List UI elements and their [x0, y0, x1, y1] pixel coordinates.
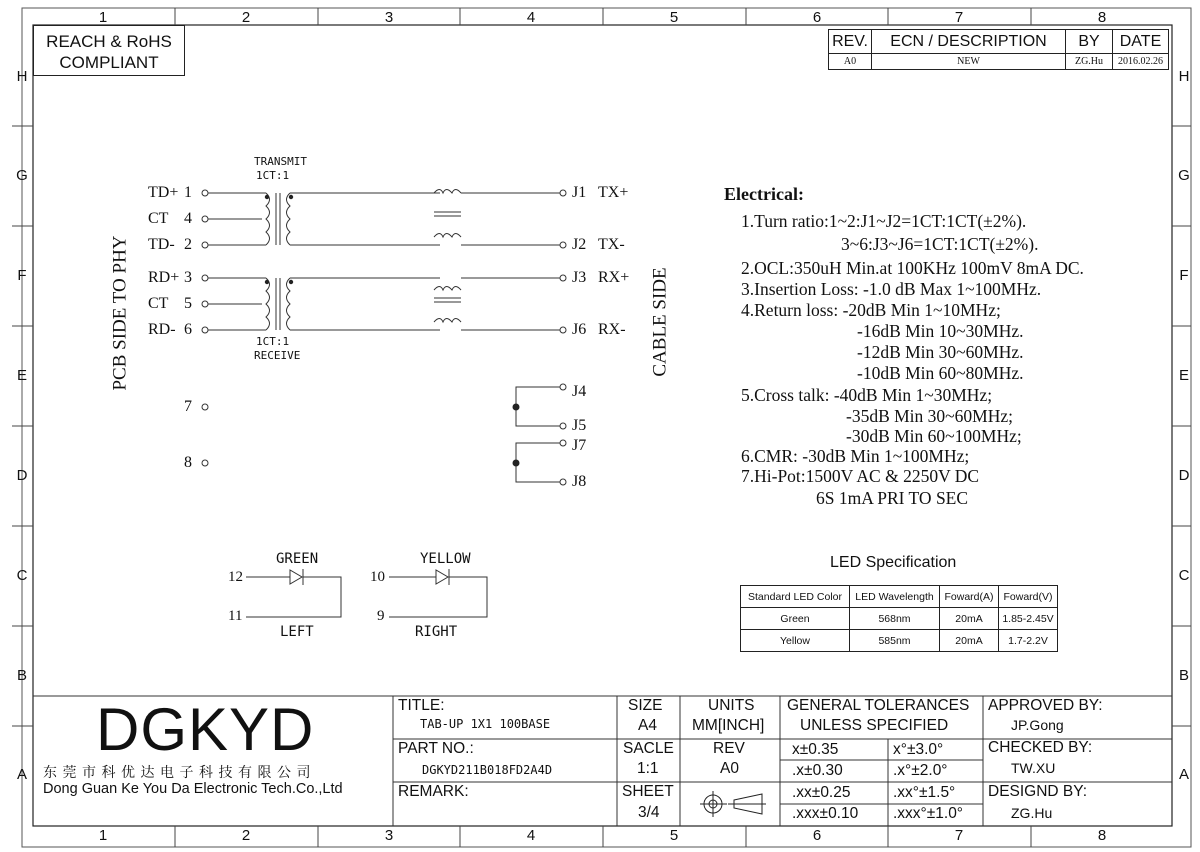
tolerance-value: .x±0.30: [792, 762, 843, 779]
pin-circle: [560, 327, 566, 333]
pin-number: J2: [572, 236, 587, 253]
zone-row-left: E: [16, 367, 27, 384]
pin-number: 1: [184, 184, 192, 201]
electrical-line: -10dB Min 60~80MHz.: [857, 363, 1024, 383]
zone-col-top: 7: [954, 9, 964, 26]
electrical-heading: Electrical:: [724, 184, 804, 204]
zone-col-top: 8: [1097, 9, 1107, 26]
pin-number: 7: [184, 398, 192, 415]
electrical-line: -35dB Min 30~60MHz;: [846, 406, 1013, 426]
receive-label: RECEIVE: [254, 349, 301, 362]
part-label: PART NO.:: [398, 740, 474, 757]
sheet-label: SHEET: [622, 783, 674, 800]
projection-symbol: [700, 791, 766, 817]
pin-circle: [560, 190, 566, 196]
zone-row-right: E: [1178, 367, 1189, 384]
zone-col-top: 2: [241, 9, 251, 26]
scale-value: 1:1: [637, 760, 659, 777]
size-value: A4: [638, 717, 657, 734]
company-name-cn: 东莞市科优达电子科技有限公司: [43, 765, 316, 781]
remark-label: REMARK:: [398, 783, 469, 800]
led-green-pin-b: 11: [228, 608, 243, 624]
led-yellow-color: YELLOW: [420, 551, 471, 567]
pin-name: CT: [148, 295, 169, 312]
pin-circle: [202, 275, 208, 281]
pin-circle: [202, 327, 208, 333]
pin-number: 2: [184, 236, 192, 253]
zone-col-bottom: 7: [954, 827, 964, 844]
led-spec-header: Foward(A): [940, 586, 999, 608]
led-yellow-pin-b: 9: [377, 608, 385, 624]
pin-number: 3: [184, 269, 192, 286]
compliance-line1: REACH & RoHS: [46, 32, 172, 51]
electrical-line: 6.CMR: -30dB Min 1~100MHz;: [741, 446, 970, 466]
pin-name: TX-: [598, 236, 625, 253]
tolerance-value: .xxx±0.10: [792, 805, 859, 822]
rev-value-block: A0: [720, 760, 739, 777]
tolerance-angle: .x°±2.0°: [893, 762, 948, 779]
transmit-ratio: 1CT:1: [256, 169, 290, 182]
ecn-description: NEW: [872, 54, 1066, 70]
electrical-line: 3.Insertion Loss: -1.0 dB Max 1~100MHz.: [741, 279, 1042, 299]
led-left-side: LEFT: [280, 624, 314, 640]
pin-number: J3: [572, 269, 587, 286]
transmit-label: TRANSMIT: [254, 155, 307, 168]
pin-number: 4: [184, 210, 192, 227]
company-logo: DGKYD: [96, 696, 315, 763]
tolerance-subtitle: UNLESS SPECIFIED: [800, 717, 949, 734]
pin-circle: [202, 301, 208, 307]
units-label: UNITS: [708, 697, 755, 714]
led-spec-cell: Green: [741, 608, 850, 630]
electrical-line: 1.Turn ratio:1~2:J1~J2=1CT:1CT(±2%).: [741, 211, 1027, 231]
led-spec-header: Standard LED Color: [741, 586, 850, 608]
receive-ratio: 1CT:1: [256, 335, 290, 348]
electrical-line: 6S 1mA PRI TO SEC: [816, 488, 969, 508]
size-label: SIZE: [628, 697, 663, 714]
led-green-color: GREEN: [276, 551, 319, 567]
rev-value: A0: [829, 54, 872, 70]
title-value: TAB-UP 1X1 100BASE: [420, 717, 551, 731]
led-spec-header: Foward(V): [999, 586, 1058, 608]
zone-col-bottom: 5: [669, 827, 679, 844]
checked-value: TW.XU: [1011, 760, 1056, 776]
pin-circle: [560, 242, 566, 248]
pin-circle: [202, 460, 208, 466]
checked-label: CHECKED BY:: [988, 739, 1093, 756]
compliance-line2: COMPLIANT: [59, 53, 159, 72]
pin-name: TX+: [598, 184, 629, 201]
pin-number: 8: [184, 454, 192, 471]
led-spec-header: LED Wavelength: [850, 586, 940, 608]
zone-row-left: G: [16, 167, 28, 184]
electrical-line: 3~6:J3~J6=1CT:1CT(±2%).: [841, 234, 1039, 254]
zone-row-right: C: [1178, 567, 1190, 584]
approved-label: APPROVED BY:: [988, 697, 1103, 714]
pin-number: 5: [184, 295, 192, 312]
pin-circle: [560, 275, 566, 281]
zone-col-bottom: 8: [1097, 827, 1107, 844]
pin-circle: [202, 190, 208, 196]
zone-col-top: 1: [98, 9, 108, 26]
led-spec-cell: 1.85-2.45V: [999, 608, 1058, 630]
pin-circle: [560, 479, 566, 485]
approved-value: JP.Gong: [1011, 717, 1064, 733]
led-spec-cell: 20mA: [940, 630, 999, 652]
zone-row-right: G: [1178, 167, 1190, 184]
zone-col-top: 3: [384, 9, 394, 26]
led-spec-table: [740, 585, 1058, 652]
sheet-value: 3/4: [638, 804, 660, 821]
zone-row-left: B: [16, 667, 27, 684]
zone-row-left: C: [16, 567, 28, 584]
rev-date: 2016.02.26: [1113, 54, 1169, 70]
pin-circle: [560, 384, 566, 390]
pin-number: 6: [184, 321, 192, 338]
tolerance-value: .xx±0.25: [792, 784, 851, 801]
tolerance-angle: .xxx°±1.0°: [893, 805, 964, 822]
electrical-line: -16dB Min 10~30MHz.: [857, 321, 1024, 341]
pin-name: RX-: [598, 321, 626, 338]
electrical-line: 4.Return loss: -20dB Min 1~10MHz;: [741, 300, 1001, 320]
pin-number: J5: [572, 417, 587, 434]
zone-row-right: B: [1178, 667, 1189, 684]
pin-number: J8: [572, 473, 587, 490]
zone-row-right: D: [1178, 467, 1190, 484]
rev-header-by: BY: [1066, 30, 1113, 54]
pin-name: CT: [148, 210, 169, 227]
pin-circle: [560, 440, 566, 446]
pin-number: J6: [572, 321, 587, 338]
zone-col-bottom: 1: [98, 827, 108, 844]
zone-col-bottom: 3: [384, 827, 394, 844]
zone-col-bottom: 2: [241, 827, 251, 844]
electrical-line: -12dB Min 30~60MHz.: [857, 342, 1024, 362]
zone-row-right: A: [1178, 766, 1189, 783]
title-label: TITLE:: [398, 697, 445, 714]
pin-name: RD-: [148, 321, 176, 338]
zone-row-left: F: [17, 267, 27, 284]
company-name-en: Dong Guan Ke You Da Electronic Tech.Co.,Ltd: [43, 781, 343, 797]
rev-header-date: DATE: [1113, 30, 1169, 54]
zone-col-bottom: 6: [812, 827, 822, 844]
led-spec-cell: 20mA: [940, 608, 999, 630]
pin-name: RX+: [598, 269, 630, 286]
cable-side-label: CABLE SIDE: [649, 267, 671, 377]
zone-col-top: 4: [526, 9, 536, 26]
designed-label: DESIGND BY:: [988, 783, 1088, 800]
pin-circle: [560, 423, 566, 429]
zone-row-right: H: [1178, 68, 1190, 85]
electrical-line: 7.Hi-Pot:1500V AC & 2250V DC: [741, 466, 980, 486]
pin-name: RD+: [148, 269, 180, 286]
led-spec-cell: 568nm: [850, 608, 940, 630]
zone-col-bottom: 4: [526, 827, 536, 844]
zone-row-left: D: [16, 467, 28, 484]
led-yellow-pin-a: 10: [370, 569, 385, 585]
led-spec-cell: 1.7-2.2V: [999, 630, 1058, 652]
zone-row-right: F: [1179, 267, 1189, 284]
zone-row-left: A: [16, 766, 27, 783]
rev-by: ZG.Hu: [1066, 54, 1113, 70]
scale-label: SACLE: [623, 740, 674, 757]
tolerance-angle: .xx°±1.5°: [893, 784, 956, 801]
pin-number: J1: [572, 184, 587, 201]
pin-circle: [202, 242, 208, 248]
pin-name: TD+: [148, 184, 179, 201]
tolerance-angle: x°±3.0°: [893, 741, 944, 758]
pin-circle: [202, 216, 208, 222]
units-value: MM[INCH]: [692, 717, 765, 734]
zone-row-left: H: [16, 68, 28, 85]
led-spec-title: LED Specification: [830, 554, 957, 571]
tolerance-title: GENERAL TOLERANCES: [787, 697, 970, 714]
electrical-line: 5.Cross talk: -40dB Min 1~30MHz;: [741, 385, 993, 405]
pin-circle: [202, 404, 208, 410]
zone-col-top: 6: [812, 9, 822, 26]
pin-number: J4: [572, 383, 587, 400]
pcb-side-label: PCB SIDE TO PHY: [109, 235, 131, 391]
pin-number: J7: [572, 437, 587, 454]
zone-col-top: 5: [669, 9, 679, 26]
led-spec-cell: 585nm: [850, 630, 940, 652]
tolerance-value: x±0.35: [792, 741, 839, 758]
led-right-side: RIGHT: [415, 624, 458, 640]
rev-header-ecn: ECN / DESCRIPTION: [872, 30, 1066, 54]
pin-name: TD-: [148, 236, 175, 253]
led-spec-cell: Yellow: [741, 630, 850, 652]
rev-label: REV: [713, 740, 745, 757]
led-green-pin-a: 12: [228, 569, 243, 585]
rev-header-rev: REV.: [829, 30, 872, 54]
electrical-line: -30dB Min 60~100MHz;: [846, 426, 1022, 446]
part-value: DGKYD211B018FD2A4D: [422, 763, 553, 777]
designed-value: ZG.Hu: [1011, 805, 1053, 821]
electrical-line: 2.OCL:350uH Min.at 100KHz 100mV 8mA DC.: [741, 258, 1084, 278]
